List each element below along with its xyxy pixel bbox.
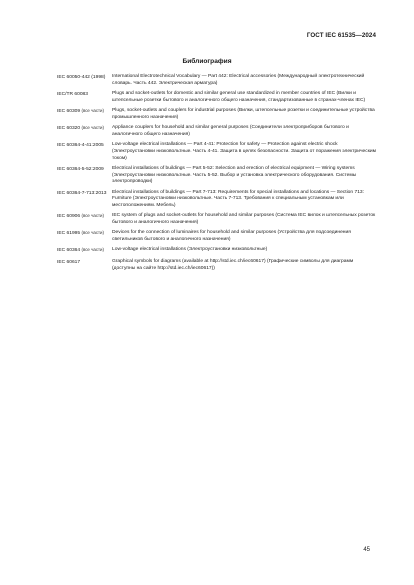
entry-code: IEC 60617 [57,259,81,265]
entry-note: (все части) [81,213,104,219]
entry-text: International Electrotechnical Vocabulary — Part 442: Electrical accessories (Международный электротехнический словарь. Часть 442. Электрическая арматура) [112,74,365,86]
entry-text: IEC system of plugs and socket-outlets for household and similar purposes (Система IEC вилок и штепсельных розеток бытового и аналогичного назначения) [112,213,376,225]
entry-code: IEC/TR 60083 [57,92,88,98]
entry-text: Appliance couplers for household and similar general purposes (Соединители электроприборов бытового и аналогичного общего назначения) [112,125,349,137]
bibliography-entry [57,142,377,162]
bibliography-entry [57,108,377,121]
entry-code: IEC 60906 (все части) [57,213,104,220]
entry-note: (все части) [81,247,104,253]
entry-text: Graphical symbols for diagrams (available at http://std.iec.ch/iec60617) (Графические символы для диаграмм (доступны на сайте http://std.iec.ch/iec60617)) [112,258,354,271]
bibliography-entry [57,190,377,210]
entry-code: IEC 60364-4-41:2005 [57,143,104,149]
entry-note: (все части) [81,108,104,114]
bibliography-entry [57,166,377,186]
entry-text: Electrical installations of buildings — Part 7-713: Requirements for special installations and locations — Section 713: Furniture (Электроустановки низковольтные. Часть 7-713. Требования к специальным установкам или местоположениям. Мебель) [112,189,364,208]
entry-text: Low-voltage electrical installations — Part 4-41: Protection for safety — Protection against electric shock (Электроустановки низковольтные. Часть 4-41. Защита в целях безопасности. Защита от поражения электрическим током) [112,142,376,161]
entry-text: Electrical installations of buildings — Part 5-52: Selection and erection of electrical equipment — Wiring systems (Электроустановки низковольтные. Часть 5-52. Выбор и установка электрического оборудования. Системы электропроводки) [112,165,357,185]
entry-code: IEC 60309 (все части) [57,108,104,115]
bibliography-entry [57,247,377,255]
standard-code: ГОСТ IEC 61535—2024 [306,32,376,39]
bibliography-entry [57,91,377,104]
entry-code: IEC 60364 (все части) [57,247,104,254]
page-number: 45 [363,547,370,553]
bibliography-entry [57,213,377,226]
bibliography-entry [57,259,377,272]
entry-note: (все части) [81,125,104,131]
bibliography-entry [57,74,377,87]
entry-text: Plugs and socket-outlets for domestic and similar general use standardized in member countries of IEC (Вилки и штепсельные розетки бытового и аналогичного общего назначения, стандартизованные в странах-членах IEC) [112,91,366,103]
bibliography-entry [57,230,377,243]
entry-code: IEC 61995 (все части) [57,230,104,237]
entry-note: (все части) [81,230,104,236]
entry-code: IEC 60050-442 (1998) [57,75,106,80]
entry-text: Low-voltage electrical installations (Электроустановки низковольтные) [112,247,268,253]
bibliography-list [57,74,377,276]
bibliography-entry [57,125,377,138]
entry-text: Devices for the connection of luminaires for household and similar purposes (Устройства для подсоединения светильников бытового и аналогичного назначения) [112,230,351,242]
entry-code: IEC 60320 (все части) [57,125,104,132]
page-title: Библиография [182,58,232,65]
entry-code: IEC 60364-5-52:2009 [57,166,104,172]
entry-code: IEC 60364-7-713:2013 [57,190,107,196]
entry-text: Plugs, socket-outlets and couplers for industrial purposes (Вилки, штепсельные розетки и соединительные устройства промышленного назначения) [112,108,375,120]
